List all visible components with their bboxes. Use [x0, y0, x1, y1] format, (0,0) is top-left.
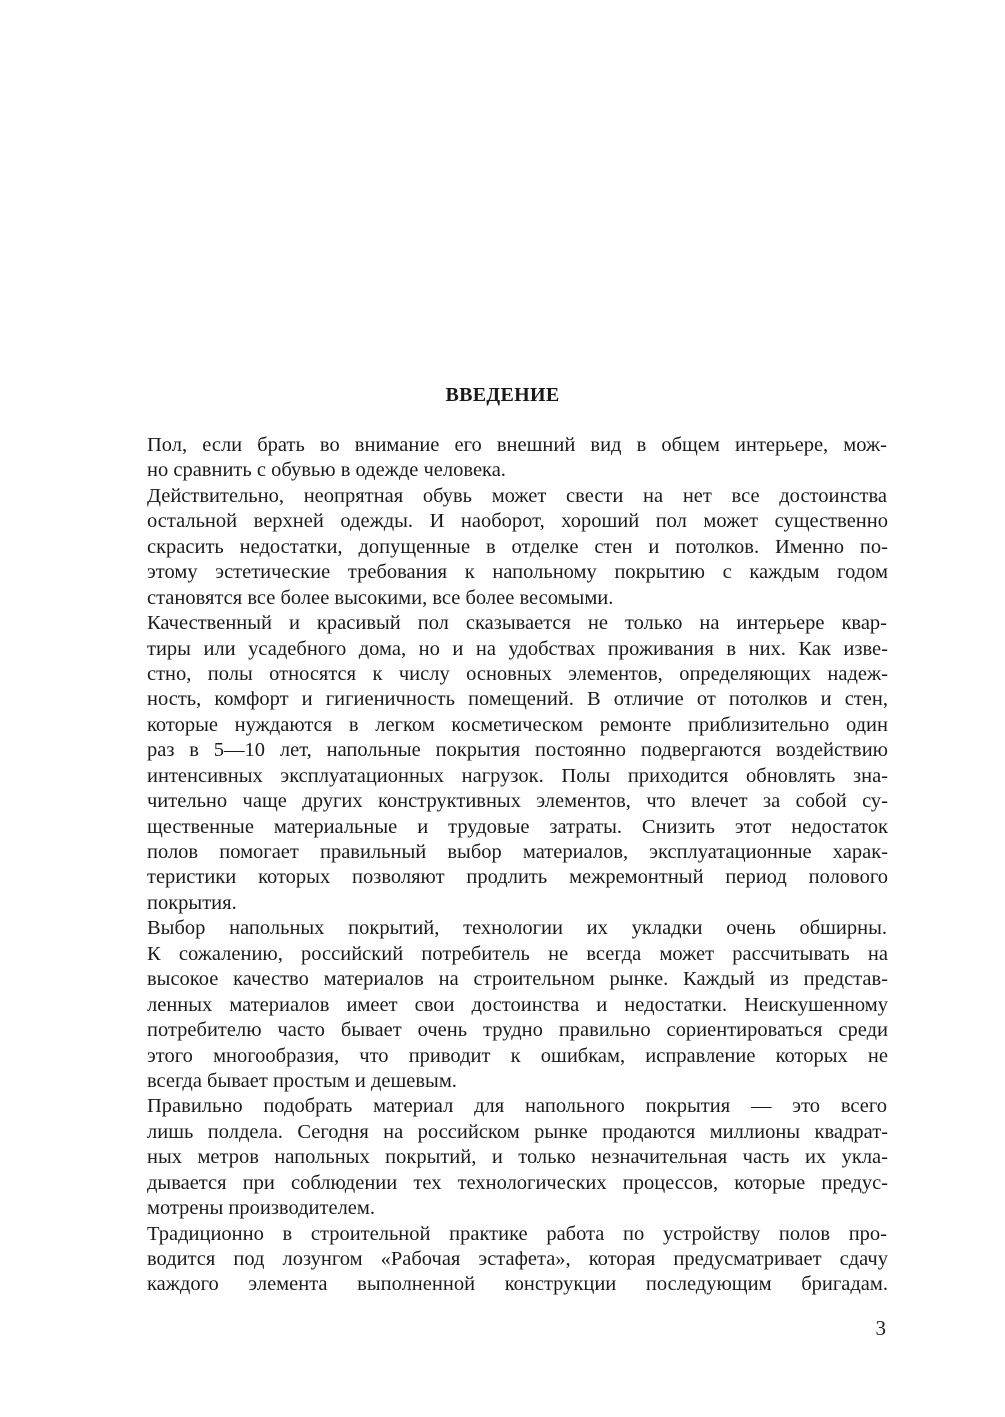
text-line: раз в 5—10 лет, напольные покрытия постоянно подвергаются воздействию	[147, 739, 888, 762]
text-line: каждого элемента выполненной конструкции последующим бригадам.	[147, 1273, 888, 1296]
text-line: остальной верхней одежды. И наоборот, хороший пол может существенно	[147, 510, 888, 533]
text-line: покрытия.	[147, 891, 237, 914]
text-line: дывается при соблюдении тех технологических процессов, которые предус-	[147, 1171, 888, 1194]
text-line: Традиционно в строительной практике работа по устройству полов про-	[147, 1222, 887, 1245]
text-line: но сравнить с обувью в одежде человека.	[147, 459, 506, 482]
page-number: 3	[875, 1316, 886, 1340]
text-line: Действительно, неопрятная обувь может свести на нет все достоинства	[147, 484, 887, 507]
text-line: Выбор напольных покрытий, технологии их укладки очень обширны.	[147, 917, 887, 940]
text-line: скрасить недостатки, допущенные в отделке стен и потолков. Именно по-	[147, 535, 888, 558]
text-line: ленных материалов имеет свои достоинства и недостатки. Неискушенному	[147, 993, 888, 1016]
text-line: этого многообразия, что приводит к ошибкам, исправление которых не	[147, 1044, 888, 1067]
text-line: этому эстетические требования к напольному покрытию с каждым годом	[147, 561, 888, 584]
text-line: высокое качество материалов на строительном рынке. Каждый из представ-	[147, 968, 888, 991]
text-line: потребителю часто бывает очень трудно правильно сориентироваться среди	[147, 1019, 888, 1042]
text-line: теристики которых позволяют продлить межремонтный период полового	[147, 866, 888, 889]
text-line: ных метров напольных покрытий, и только незначительная часть их укла-	[147, 1146, 888, 1169]
text-line: которые нуждаются в легком косметическом ремонте приблизительно один	[147, 713, 888, 736]
text-line: чительно чаще других конструктивных элементов, что влечет за собой су-	[147, 790, 888, 813]
body-text	[147, 433, 887, 1298]
text-line: становятся все более высокими, все более весомыми.	[147, 586, 614, 609]
text-line: щественные материальные и трудовые затраты. Снизить этот недостаток	[147, 815, 888, 838]
text-line: ность, комфорт и гигиеничность помещений. В отличие от потолков и стен,	[147, 688, 888, 711]
text-line: Пол, если брать во внимание его внешний вид в общем интерьере, мож-	[147, 434, 887, 456]
text-line: всегда бывает простым и дешевым.	[147, 1069, 457, 1092]
text-line: Правильно подобрать материал для напольного покрытия — это всего	[147, 1095, 887, 1118]
text-line: стно, полы относятся к числу основных элементов, определяющих надеж-	[147, 662, 888, 685]
text-line: К сожалению, российский потребитель не всегда может рассчитывать на	[147, 942, 888, 965]
text-line: тиры или усадебного дома, но и на удобствах проживания в них. Как изве-	[147, 637, 888, 660]
page-title: ВВЕДЕНИЕ	[445, 384, 560, 406]
text-line: мотрены производителем.	[147, 1197, 376, 1220]
text-line: лишь полдела. Сегодня на российском рынке продаются миллионы квадрат-	[147, 1120, 888, 1143]
text-line: интенсивных эксплуатационных нагрузок. Полы приходится обновлять зна-	[147, 764, 888, 787]
text-line: Качественный и красивый пол сказывается не только на интерьере квар-	[147, 612, 887, 635]
text-line: полов помогает правильный выбор материалов, эксплуатационные харак-	[147, 841, 888, 863]
text-line: водится под лозунгом «Рабочая эстафета», которая предусматривает сдачу	[147, 1248, 888, 1270]
